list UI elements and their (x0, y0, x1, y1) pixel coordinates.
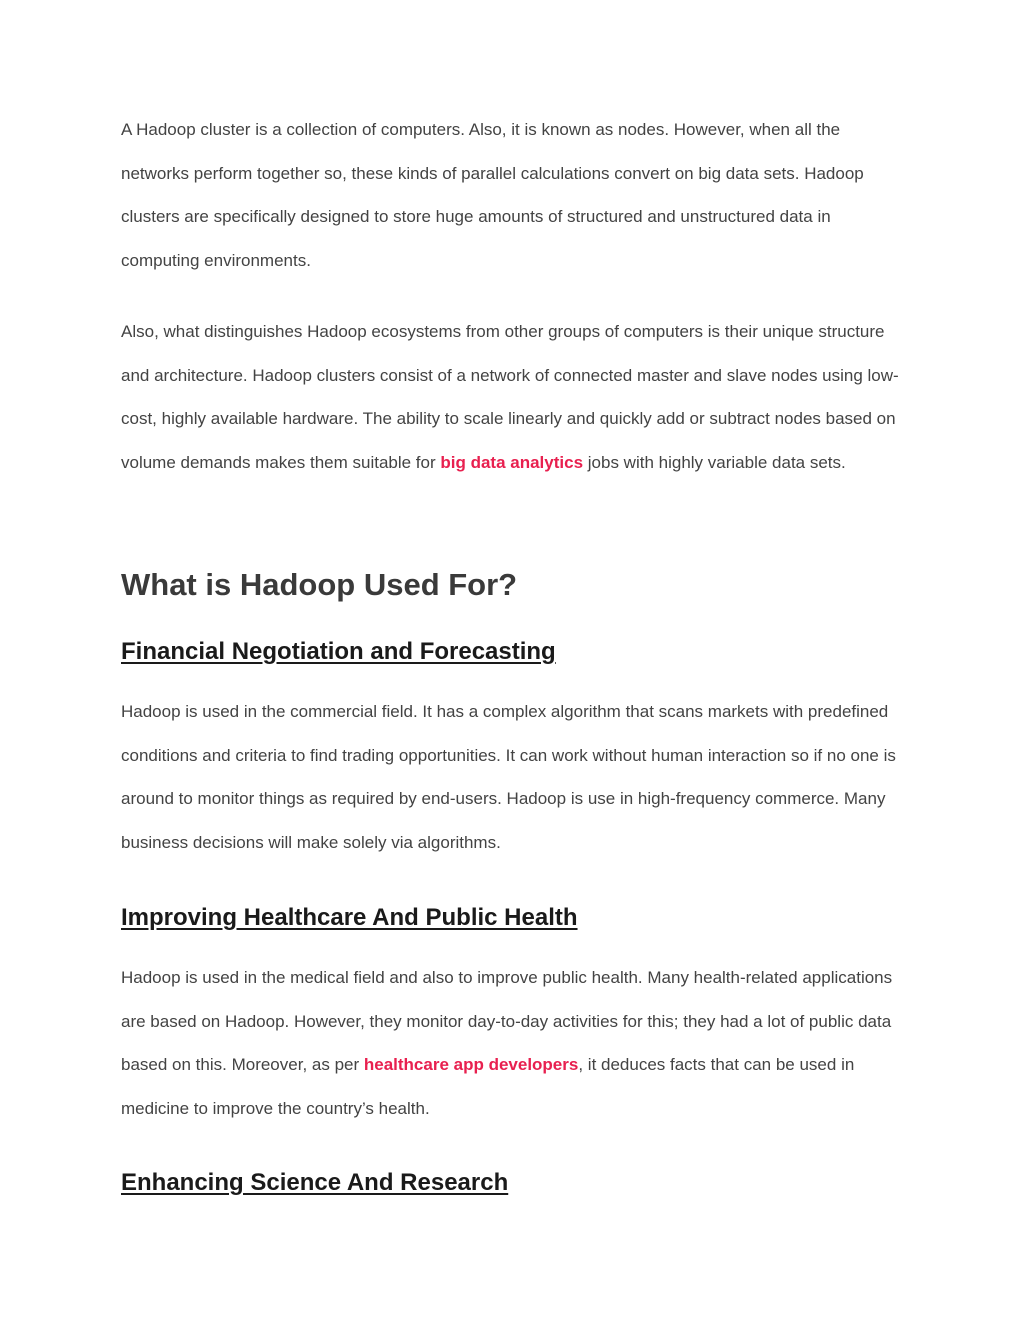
paragraph-text: Hadoop is used in the medical field and also to improve public health. Many health-related applications are based on Hadoop. However, they monitor day-to-day activities for this; they had a lot of public data based on this. Moreover, as per (121, 968, 893, 1074)
paragraph-healthcare (121, 956, 911, 1130)
paragraph-text: , it deduces facts that can be used in medicine to improve the country’s health. (121, 1055, 855, 1118)
paragraph-text: Also, what distinguishes Hadoop ecosystems from other groups of computers is their unique structure and architecture. Hadoop clusters consist of a network of connected master and slave nodes using low-cost, highly available hardware. The ability to scale linearly and quickly add or subtract nodes based on volume demands makes them suitable for (121, 322, 899, 472)
paragraph-financial (121, 690, 911, 864)
heading-enhancing-science: Enhancing Science And Research (121, 1169, 509, 1196)
paragraph-text: A Hadoop cluster is a collection of computers. Also, it is known as nodes. However, when all the networks perform together so, these kinds of parallel calculations convert on big data sets. Hadoop clusters are specifically designed to store huge amounts of structured and unstructured data in computing environments. (121, 120, 864, 270)
heading-hadoop-used-for: What is Hadoop Used For? (121, 567, 518, 602)
healthcare-app-developers-link[interactable]: healthcare app developers (363, 1055, 579, 1074)
paragraph-hadoop-cluster (121, 108, 911, 282)
paragraph-text: jobs with highly variable data sets. (583, 452, 846, 472)
paragraph-ecosystem (121, 310, 911, 484)
paragraph-text: Hadoop is used in the commercial field. It has a complex algorithm that scans markets with predefined conditions and criteria to find trading opportunities. It can work without human interaction so if no one is around to monitor things as required by end-users. Hadoop is use in high-frequency commerce. Many business decisions will make solely via algorithms. (121, 702, 896, 852)
heading-improving-healthcare: Improving Healthcare And Public Health (121, 904, 578, 931)
heading-financial-negotiation: Financial Negotiation and Forecasting (121, 638, 556, 665)
big-data-analytics-link[interactable]: big data analytics (440, 452, 584, 472)
